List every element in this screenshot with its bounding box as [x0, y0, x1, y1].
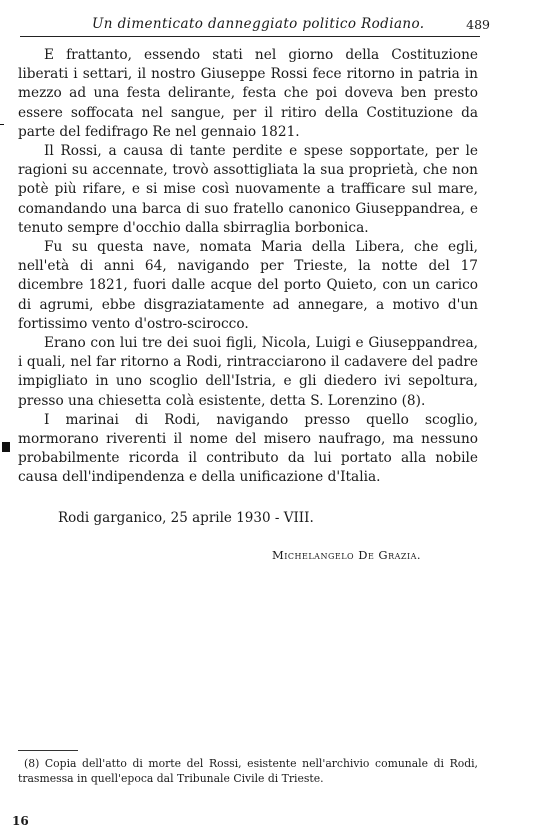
running-title: Un dimenticato danneggiato politico Rodiano. [92, 16, 425, 32]
article-body [18, 46, 478, 488]
body-paragraph: Il Rossi, a causa di tante perdite e spese sopportate, per le ragioni su accennate, trovò assottigliata la sua proprietà, che non potè più rifare, e si mise così nuovamente a trafficare sul mare, comandando una barca di suo fratello canonico Giuseppandrea, e tenuto sempre d'occhio dalla sbirraglia borbonica. [18, 143, 478, 236]
dateline: Rodi garganico, 25 aprile 1930 - VIII. [58, 510, 314, 526]
footnote: (8) Copia dell'atto di morte del Rossi, esistente nell'archivio comunale di Rodi, trasmessa in quell'epoca dal Tribunale Civile di Trieste. [18, 757, 478, 785]
page-number: 489 [466, 17, 490, 32]
body-paragraph: Erano con lui tre dei suoi figli, Nicola, Luigi e Giuseppandrea, i quali, nel far ritorno a Rodi, rintracciarono il cadavere del padre impigliato in uno scoglio dell'Istria, e gli diedero ivi sepoltura, presso una chiesetta colà esistente, detta S. Lorenzino (8). [18, 335, 478, 409]
body-paragraph: Fu su questa nave, nomata Maria della Libera, che egli, nell'età di anni 64, navigando per Trieste, la notte del 17 dicembre 1821, fuori dalle acque del porto Quieto, con un carico di agrumi, ebbe disgraziatamente ad annegare, a motivo d'un fortissimo vento d'ostro-scirocco. [18, 239, 478, 332]
margin-tick-mark [0, 124, 4, 125]
page-header [20, 14, 490, 37]
footnote-divider [18, 750, 78, 751]
margin-ink-mark [2, 442, 10, 452]
author-signature: Michelangelo De Grazia. [272, 548, 422, 562]
body-paragraph: I marinai di Rodi, navigando presso quello scoglio, mormorano riverenti il nome del misero naufrago, ma nessuno probabilmente ricorda il contributo da lui portato alla nobile causa dell'indipendenza e della unificazione d'Italia. [18, 411, 478, 486]
printer-signature-mark: 16 [12, 814, 29, 828]
body-paragraph: E frattanto, essendo stati nel giorno della Costituzione liberati i settari, il nostro Giuseppe Rossi fece ritorno in patria in mezzo ad una festa delirante, festa che poi doveva ben presto essere soffocata nel sangue, per il ritiro della Costituzione da parte del fedifrago Re nel gennaio 1821. [18, 47, 478, 140]
